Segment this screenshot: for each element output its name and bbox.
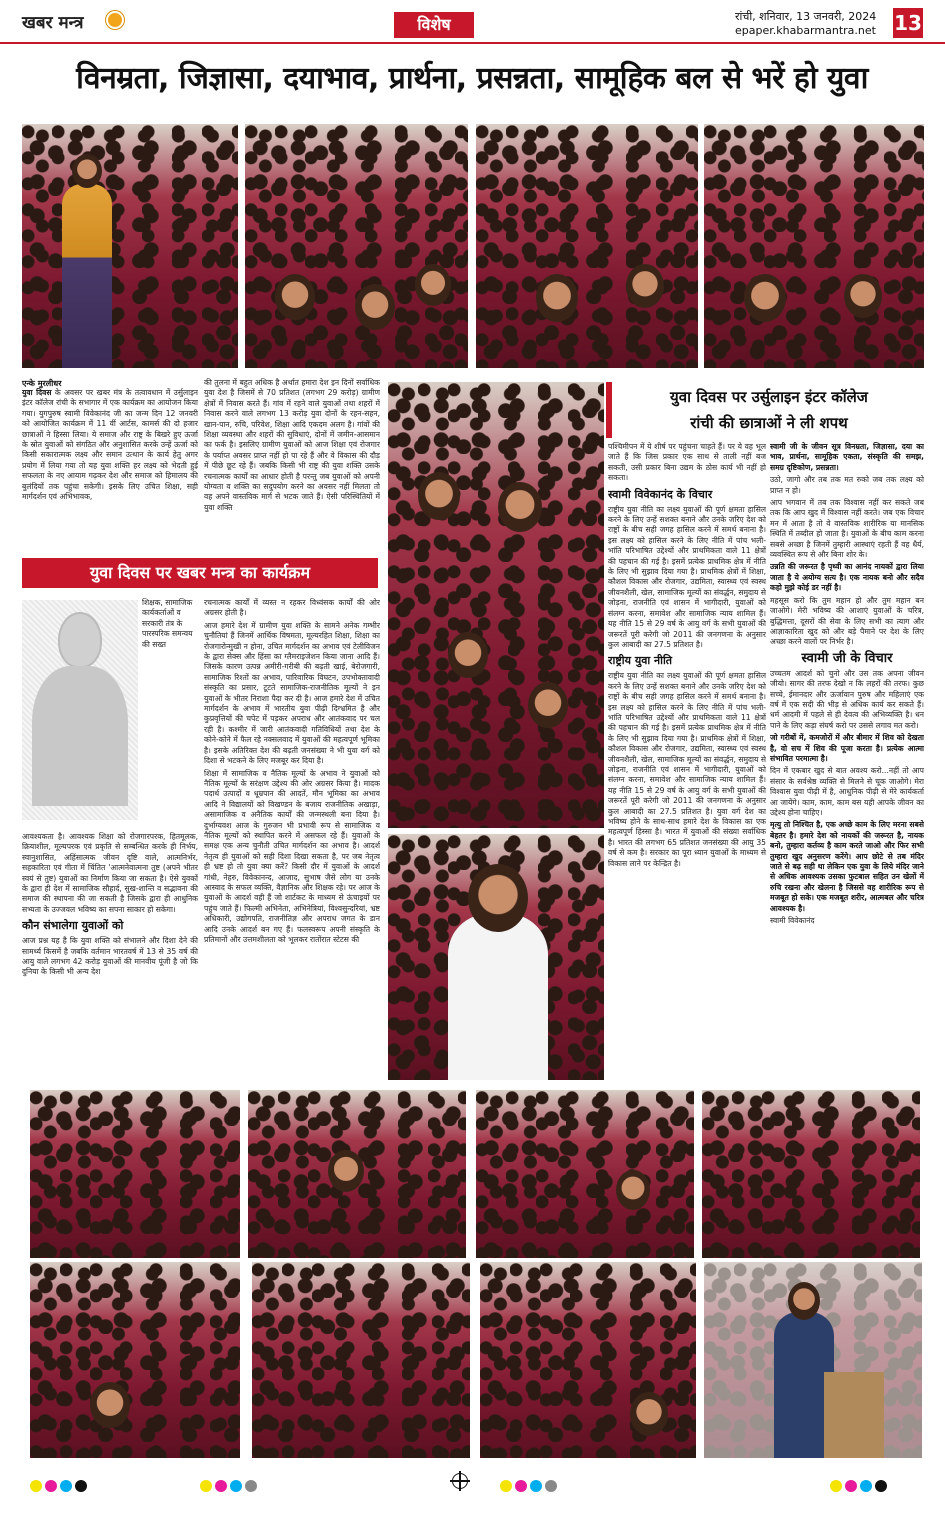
page-headline: विनम्रता, जिज्ञासा, दयाभाव, प्रार्थना, प्रसन्नता, सामूहिक बल से भरें हो युवा xyxy=(76,61,868,96)
registration-marks-left xyxy=(30,1475,90,1489)
photo-students-2 xyxy=(476,124,698,368)
headline-line-1: युवा दिवस पर उर्सुलाइन इंटर कॉलेज xyxy=(670,388,868,406)
dateline xyxy=(735,10,885,38)
lead-word: युवा दिवस xyxy=(22,388,52,397)
paragraph: पश्चिमीपन में ये शीर्ष पर पहुंचना चाहते हैं। पर ये वह भूल जाते हैं कि जिस प्रकार एक साथ से ताली नहीं बज सकती, उसी प्रकार बिना उद्यम के ठोस कार्य भी नहीं हो सकता। xyxy=(608,442,766,483)
paragraph: आप भगवान में तब तक विश्वास नहीं कर सकते जब तक कि आप खुद में विश्वास नहीं करते। जब एक विचार मन में आता है तो वे वास्तविक शारीरिक या मानसिक स्थिति में तब्दील हो जाता है। युवाओं के बीच काम करना सबसे अच्छा है जिनमें तुम्हारी आस्थाएं रहती हैं वह धैर्य, व्यवस्थित रूप से और बिना शोर के। xyxy=(770,498,924,560)
page-number: 13 xyxy=(893,8,923,38)
masthead xyxy=(0,0,945,44)
paragraph: आज हमारे देश में ग्रामीण युवा शक्ति के सामने अनेक गम्भीर चुनौतियां हैं जिनमें आर्थिक विषमता, मूल्यरहित शिक्षा, शिक्षा का रोजगारोन्मुखी न होना, उचित मार्गदर्शन का अभाव एवं टेलीविजन के द्वारा सेक्स और हिंसा का ग्लैमराइजेशन किया जाना आदि हैं। जिसके कारण उत्पन्न अमीरी-गरीबी की बढ़ती खाई, बेरोजगारी, सामाजिक रिश्तों का अभाव, पारिवारिक विघटन, उपभोक्तावादी संस्कृति का प्रसार, टूटते सामाजिक-राजनीतिक मूल्यों ने इन युवाओं के भीतर निराशा पैदा कर दी है। आज हमारे देश में उचित मार्गदर्शन के अभाव में भारतीय युवा पीढ़ी दिग्भ्रमित है और कुप्रवृत्तियों की चपेट में पड़कर अपराध और आतंकवाद पर चल रही है। कश्मीर में जारी आतंकवादी गतिविधियों तथा देश के कोने-कोने में फैल रहे नक्सलवाद में युवाओं की महत्वपूर्ण भूमिका है। इसके अतिरिक्त देश की बढ़ती जनसंख्या ने भी युवा वर्ग को दिशा से भटकने के लिए मजबूर कर दिया है। xyxy=(204,620,380,766)
paragraph: के अवसर पर खबर मंत्र के तत्वावधान में उर्सुलाइन इंटर कॉलेज रांची के सभागार में एक कार्यक्रम का आयोजन किया गया। युगपुरुष स्वामी विवेकानंद जी का जन्म दिन 12 जनवरी को आयोजित कार्यक्रम में 11 वीं आर्टस, कामर्स की दो हजार छात्राओं ने हिस्सा लिया। ये समाज और राष्ट्र के बिखरे हुए ऊर्जा के स्रोत युवाओं को संगठित और अनुशासित करके उन्हें ऊर्जा को किसी सकारात्मक लक्ष्य और समान उत्थान के कार्य हेतु अगर प्रयोग में लिया गया तो यह युवा शक्ति हर लक्ष्य को भेदती हुई सफलता के नए आयाम गढ़कर देश और समाज को हिमालय की बुलंदियों तक पहुंचा सकेगी। इसके लिए उचित शिक्षा, सही मार्गदर्शन एवं अभिभावक, xyxy=(22,388,198,502)
story-headline-pledge xyxy=(606,382,926,438)
photo-smiling-student xyxy=(388,834,604,1080)
photo-auditorium-6 xyxy=(252,1262,470,1458)
subheading-youth-policy: राष्ट्रीय युवा नीति xyxy=(608,654,673,668)
photo-auditorium-1 xyxy=(30,1090,240,1258)
paragraph: की तुलना में बहुत अधिक है अर्थात हमारा देश इन दिनों सर्वाधिक युवा देश है जिसमें से 70 प्रतिशत (लगभग 29 करोड़) ग्रामीण क्षेत्रों में निवास करते हैं। गांव में रहने वाले युवाओं तथा शहरों में निवास करने वाले लगभग 13 करोड़ युवा दोनों के रहन-सहन, खान-पान, रुचि, परिवेश, शिक्षा आदि एकदम अलग है। गांवों की शिक्षा व्यवस्था और शहरों की सुविधाएं, दोनों में जमीन-आसमान का फर्क है। इसलिए ग्रामीण युवाओं को आज शिक्षा एवं रोजगार के पर्याप्त अवसर प्राप्त नहीं हो पा रहे हैं और वे विकास की दौड़ में पीछे छूट रहे हैं। जबकि किसी भी राष्ट्र की युवा शक्ति उसके रचनात्मक कार्यों का आधार होती है परन्तु जब युवाओं को अपनी योग्यता व शक्ति का सदुपयोग करने का अवसर नहीं मिलता तो वह अपने वास्तविक मार्ग से भटक जाते हैं। ऐसी परिस्थितियों में युवा शक्ति xyxy=(204,378,380,512)
brand-logo: खबर मन्त्र xyxy=(22,13,84,33)
paragraph: महसूस करो कि तुम महान हो और तुम महान बन जाओगे। मेरी भविष्य की आशाएं युवाओं के चरित्र, बुद्धिमत्ता, दूसरों की सेवा के लिए सभी का त्याग और आज्ञाकारिता खुद को और बड़े पैमाने पर देश के लिए अच्छा करने वालों पर निर्भर है। xyxy=(770,595,924,647)
paragraph: राष्ट्रीय युवा नीति का लक्ष्य युवाओं की पूर्ण क्षमता हासिल करने के लिए उन्हें सशक्त बनाने और उनके जरिए देश को राष्ट्रों के बीच सही जगह हासिल करने में समर्थ बनाना है। इस लक्ष्य को हासिल करने के लिए नीति में पांच भली-भांति परिभाषित उद्देश्यों और प्राथमिकता वाले 11 क्षेत्रों की पहचान की गई है। इसमें प्रत्येक प्राथमिक क्षेत्र में नीति के लिए भी सुझाव दिया गया है। प्राथमिक क्षेत्रों में शिक्षा, कौशल विकास और रोजगार, उद्यमिता, स्वास्थ्य एवं स्वस्थ जीवनशैली, खेल, सामाजिक मूल्यों का संवर्द्धन, समुदाय से जोड़ना, राजनीति एवं शासन में भागीदारी, युवाओं को संलग्न करना, समावेश और सामाजिक न्याय शामिल हैं। यह नीति 15 से 29 वर्ष के आयु वर्ग के सभी युवाओं की जरूरतें पूरी करेगी जो 2011 की जनगणना के अनुसार कुल आबादी का 27.5 प्रतिशत है। युवा वर्ग देश का भविष्य होने के साथ-साथ हमारे देश के विकास का एक महत्वपूर्ण हिस्सा है। भारत में युवाओं की संख्या सर्वाधिक है। भारत की लगभग 65 प्रतिशत जनसंख्या की आयु 35 वर्ष से कम है। सरकार का पूरा ध्यान युवाओं के माध्यम से विकास लाने पर केन्द्रित है। xyxy=(608,671,766,868)
photo-auditorium-7 xyxy=(480,1262,696,1458)
signature: स्वामी विवेकानंद xyxy=(770,916,815,926)
swami-vivekananda-portrait xyxy=(22,600,138,820)
article-column-1b xyxy=(22,832,198,1080)
photo-auditorium-3 xyxy=(476,1090,694,1258)
article-column-1 xyxy=(22,388,198,554)
registration-marks-mid-right xyxy=(500,1475,560,1489)
headline-line-2: रांची की छात्राओं ने ली शपथ xyxy=(690,414,848,432)
crosshair-registration-icon xyxy=(452,1473,468,1489)
paragraph: शिक्षक, सामाजिक कार्यकर्ताओं व सरकारी तंत्र के पारस्परिक समन्वय की सख्त xyxy=(142,598,193,649)
photo-auditorium-4 xyxy=(702,1090,920,1258)
photo-auditorium-5 xyxy=(30,1262,240,1458)
highlight-quote: उन्नति की जरूरत है पृथ्वी का आनंद नायकों द्वारा लिया जाता है ये अयोग्य सत्य है। एक नायक बनो और सदैव कहो मुझे कोई डर नहीं है। xyxy=(770,562,924,593)
epaper-site: epaper.khabarmantra.net xyxy=(735,24,876,37)
section-tag: विशेष xyxy=(394,12,474,38)
article-column-4 xyxy=(770,442,924,1080)
paragraph: रचनात्मक कार्यों में व्यस्त न रहकर विध्वंसक कार्यों की ओर अग्रसर होती है। xyxy=(204,598,380,618)
subheading-vivekananda-thoughts: स्वामी विवेकानंद के विचार xyxy=(608,487,713,501)
registration-marks-mid-left xyxy=(200,1475,260,1489)
photo-students-center xyxy=(388,382,604,828)
section-banner-program: युवा दिवस पर खबर मन्त्र का कार्यक्रम xyxy=(22,558,378,588)
photo-students-3 xyxy=(704,124,924,368)
byline: एन्के मुरलीधर xyxy=(22,379,62,388)
paragraph: राष्ट्रीय युवा नीति का लक्ष्य युवाओं की पूर्ण क्षमता हासिल करने के लिए उन्हें सशक्त बनाने और उनके जरिए देश को राष्ट्रों के बीच सही जगह हासिल करने में समर्थ बनाना है। इस लक्ष्य को हासिल करने के लिए नीति में पांच भली-भांति परिभाषित उद्देश्यों और प्राथमिकता वाले 11 क्षेत्रों की पहचान की गई है। इसमें प्रत्येक प्राथमिक क्षेत्र में नीति के लिए भी सुझाव दिया गया है। प्राथमिक क्षेत्रों में शिक्षा, कौशल विकास और रोजगार, उद्यमिता, स्वास्थ्य एवं स्वस्थ जीवनशैली, खेल, सामाजिक मूल्यों का संवर्द्धन, समुदाय से जोड़ना, राजनीति एवं शासन में भागीदारी, युवाओं को संलग्न करना, समावेश और सामाजिक न्याय शामिल हैं। यह नीति 15 से 29 वर्ष के आयु वर्ग के सभी युवाओं की जरूरतें पूरी करेगी जो 2011 की जनगणना के अनुसार कुल आबादी का 27.5 प्रतिशत है। xyxy=(608,504,766,649)
article-column-2 xyxy=(204,378,380,554)
photo-speaker-on-stage xyxy=(22,124,238,368)
article-column-side xyxy=(142,598,198,830)
photo-students-1 xyxy=(245,124,468,368)
brand-emblem-icon xyxy=(106,11,124,29)
article-column-3 xyxy=(608,442,766,1080)
paragraph: दिन में एकबार खुद से बात अवश्य करो...नहीं तो आप संसार के सर्वश्रेष्ठ व्यक्ति से मिलने से चूक जाओगे। मेरा विश्वास युवा पीढ़ी में है, आधुनिक पीढ़ी से मेरे कार्यकर्ता आ जायेंगे। काम, काम, काम बस यही आपके जीवन का उद्देश्य होना चाहिए। xyxy=(770,766,924,817)
highlight-quote: जो गरीबों में, कमजोरों में और बीमार में शिव को देखता है, वो सच में शिव की पूजा करता है। प्रत्येक आत्मा संभावित परमात्मा है। xyxy=(770,733,924,763)
paragraph: आज प्रश्न यह है कि युवा शक्ति को संभालने और दिशा देने की सामर्थ्य किसमें है जबकि वर्तमान भारतवर्ष में 13 से 35 वर्ष की आयु वाले लगभग 42 करोड़ युवाओं की मानवीय पूंजी है जो कि दुनिया के किसी भी अन्य देश xyxy=(22,936,198,977)
paragraph: शिक्षा में सामाजिक व नैतिक मूल्यों के अभाव ने युवाओं को नैतिक मूल्यों के सरंक्षण उद्देश्य की ओर अग्रसर किया है। मादक पदार्थ उत्पादों व धूम्रपान की आदतें, मौन भूमिका का अभाव आदि ने विद्यालयों को विखण्डन के बजाय राजनीतिक अखाड़ा, असामाजिक व अनैतिक कार्यों की जन्मस्थली बना दिया है। दुर्भाग्यवश आज के गुरुजन भी प्रभावी रूप से सामाजिक व नैतिक मूल्यों को स्थापित करने में असफल रहे हैं। युवाओं के समक्ष एक अन्य चुनौती उचित मार्गदर्शन का अभाव है। आदर्श नेतृत्व ही युवाओं को सही दिशा दिखा सकता है, पर जब नेतृत्व ही भ्रष्ट हो तो युवा क्या करें? किसी दौर में युवाओं के आदर्श गांधी, नेहरु, विवेकानन्द, आजाद, सुभाष जैसे लोग या उनके आस्वाद के सफल व्यक्ति, वैज्ञानिक और शिक्षक रहे। पर आज के युवाओं के आदर्श वही हैं जो शार्टकट के माध्यम से ऊंचाइयों पर पहुंच जाते हैं। फिल्मी अभिनेता, अभिनेत्रियां, विश्वसुन्दरियां, भ्रष्ट अधिकारी, उद्योगपति, राजनीतिज्ञ और अपराध जगत के डान आदि उनके आदर्श बन गए हैं। फलस्वरूप अपनी संस्कृति के प्रतिमानों और उत्तमशीलता को भूलकर रातोंरात स्टेटस की xyxy=(204,768,380,944)
paragraph: उठो, जागो और तब तक मत रुको जब तक लक्ष्य को प्राप्त न हो। xyxy=(770,475,924,495)
issue-date: रांची, शनिवार, 13 जनवरी, 2024 xyxy=(735,10,877,23)
paragraph: आवश्यकता है। आवश्यक शिक्षा को रोजगारपरक, हितमूलक, क्रियाशील, मूल्यपरक एवं प्रकृति से सम्बन्धित करके ही निर्भय, स्वानुशासित, अहिंसात्मक जीवन दृष्टि वाले, आत्मनिर्भर, सहकारिता एवं गीता में चिंतित 'आत्मनेवात्मना तुष्ट (अपने भीतर स्वयं से तुष्ट) युवाओं का निर्माण किया जा सकता है। ऐसे युवकों के द्वारा ही देश में सामाजिक सौहार्द, सुख-शान्ति व सद्भावना की समाज की स्थापना की जा सकती है जिसके द्वारा ही आधुनिक सभ्यता के उज्जवल भविष्य का सपना साकार हो सकेगा। xyxy=(22,832,198,914)
registration-marks-right xyxy=(830,1475,890,1489)
article-column-2b xyxy=(204,598,380,1080)
photo-speaker-at-podium xyxy=(704,1262,922,1458)
subheading-who-will-guide: कौन संभालेगा युवाओं को xyxy=(22,919,124,933)
photo-auditorium-2 xyxy=(248,1090,466,1258)
paragraph: उच्चतम आदर्श को चुनो और उस तक अपना जीवन जीयो। सागर की तरफ देखो न कि लहरों की तरफ। कुछ सच्चे, ईमानदार और ऊर्जावान पुरुष और महिलाएं एक वर्ष में एक सदी की भीड़ से अधिक कार्य कर सकते हैं। धर्म आदमी में पहले से ही देवत्व की अभिव्यक्ति है। धन पाने के लिए कड़ा संघर्ष करो पर उससे लगाव मत करो। xyxy=(770,668,924,730)
subheading-swamiji-thoughts: स्वामी जी के विचार xyxy=(801,650,893,666)
highlight-quote: मृत्यु तो निश्चित है, एक अच्छे काम के लिए मरना सबसे बेहतर है। हमारे देश को नायकों की जरूरत है, नायक बनो, तुम्हारा कर्तव्य है काम करते जाओ और फिर सभी तुम्हारा खुद अनुसरण करेंगे। आप छोटे से तब मंदिर जाते से बढ़ सही था लेकिन एक युवा के लिये मंदिर जाने से अधिक आवश्यक उसका फुटबाल सहित उन खेलों में रुचि रखना और खेलना है जिससे वह शारीरिक रूप से मजबूत हो सके। एक मजबूत शरीर, आत्मबल और चरित्र आवश्यक है। xyxy=(770,820,924,913)
life-principles: स्वामी जी के जीवन सूत्र विनम्रता, जिज्ञासा, दया का भाव, प्रार्थना, सामूहिक एकता, संस्कृति की समझ, समग्र दृष्टिकोण, प्रसन्नता। xyxy=(770,442,924,472)
